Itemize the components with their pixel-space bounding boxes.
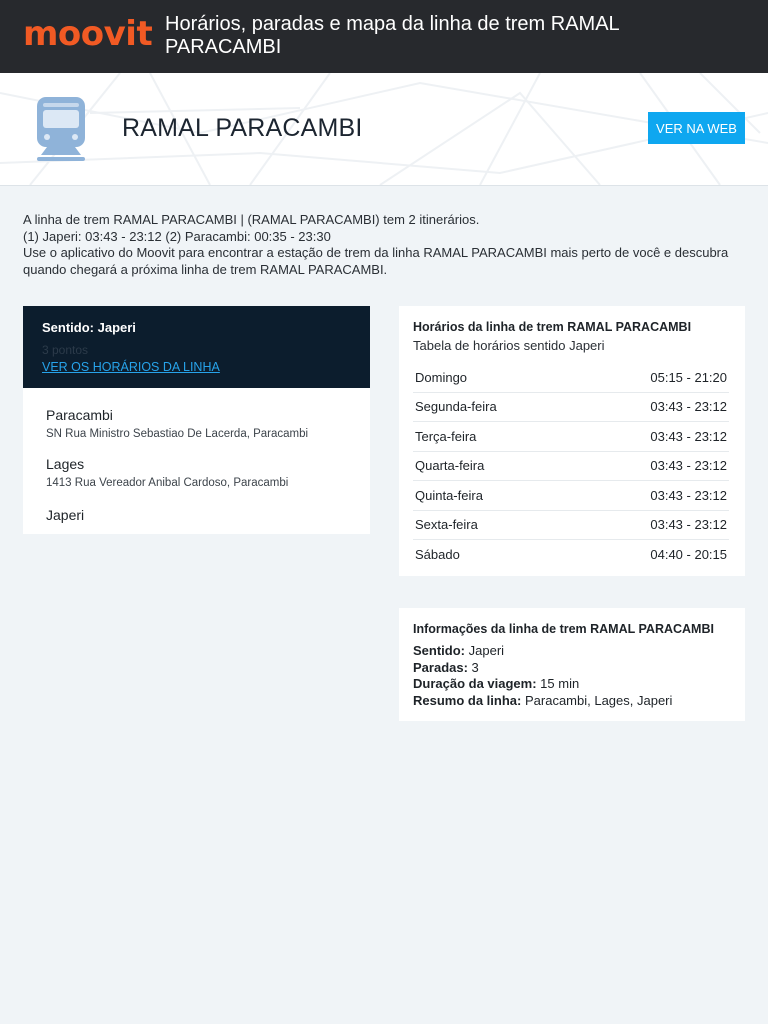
schedule-day: Quinta-feira (415, 487, 483, 503)
info-value: Japeri (468, 643, 505, 658)
info-value: 15 min (540, 676, 580, 691)
schedule-day: Domingo (415, 369, 468, 385)
moovit-logo[interactable]: moovit (23, 14, 153, 54)
stops-list (23, 388, 370, 534)
schedule-hours: 03:43 - 23:12 (650, 428, 727, 444)
schedule-row (413, 422, 729, 452)
line-description (23, 212, 753, 278)
info-label: Paradas: (413, 659, 468, 675)
line-info-card (399, 608, 745, 721)
info-title: Informações da linha de trem RAMAL PARACAMBI (413, 622, 714, 636)
line-hero (0, 73, 768, 186)
info-stops (413, 660, 672, 677)
direction-title: Sentido: Japeri (42, 320, 136, 335)
stop-item[interactable] (46, 456, 288, 489)
schedule-day: Sábado (415, 546, 460, 562)
schedule-day: Terça-feira (415, 428, 477, 444)
info-lines (413, 643, 672, 709)
stop-address: 1413 Rua Vereador Anibal Cardoso, Paracambi (46, 477, 289, 489)
schedule-hours: 05:15 - 21:20 (650, 369, 727, 385)
schedule-row (413, 481, 729, 511)
stop-name: Lages (46, 456, 85, 472)
info-label: Sentido: (413, 643, 465, 658)
description-line: (1) Japeri: 03:43 - 23:12 (2) Paracambi: 00:35 - 23:30 (23, 228, 331, 244)
schedule-subtitle: Tabela de horários sentido Japeri (413, 338, 605, 353)
stop-name: Japeri (46, 507, 85, 523)
schedule-row (413, 540, 729, 569)
stop-item[interactable] (46, 407, 308, 440)
schedule-row (413, 363, 729, 393)
schedule-hours: 03:43 - 23:12 (650, 517, 727, 533)
schedule-day: Quarta-feira (415, 458, 485, 474)
description-line: Use o aplicativo do Moovit para encontrar a estação de trem da linha RAMAL PARACAMBI mais perto de você e descubra quando chegará a próxima linha de trem RAMAL PARACAMBI. (23, 245, 729, 277)
page-title: Horários, paradas e mapa da linha de trem RAMAL PARACAMBI (165, 13, 619, 58)
schedule-hours: 03:43 - 23:12 (650, 487, 727, 503)
description-line: A linha de trem RAMAL PARACAMBI | (RAMAL PARACAMBI) tem 2 itinerários. (23, 212, 480, 227)
info-duration (413, 676, 672, 693)
stops-count: 3 pontos (42, 343, 89, 357)
info-value: Paracambi, Lages, Japeri (524, 692, 673, 708)
schedule-table (413, 363, 729, 569)
info-label: Duração da viagem: (413, 676, 537, 691)
train-icon (33, 95, 89, 163)
schedule-title: Horários da linha de trem RAMAL PARACAMBI (413, 320, 692, 334)
schedule-day: Sexta-feira (415, 517, 478, 533)
view-schedule-link[interactable]: VER OS HORÁRIOS DA LINHA (42, 360, 220, 374)
schedule-row (413, 393, 729, 423)
direction-header (23, 306, 370, 388)
info-value: 3 (471, 659, 479, 675)
info-direction (413, 643, 672, 660)
schedule-hours: 03:43 - 23:12 (650, 399, 727, 415)
stop-address: SN Rua Ministro Sebastiao De Lacerda, Paracambi (46, 428, 309, 440)
schedule-day: Segunda-feira (415, 399, 497, 415)
top-bar (0, 0, 768, 73)
info-summary (413, 693, 672, 710)
line-name: RAMAL PARACAMBI (122, 114, 363, 142)
schedule-hours: 03:43 - 23:12 (650, 458, 727, 474)
schedule-row (413, 452, 729, 482)
stop-item[interactable] (46, 507, 84, 523)
direction-card (23, 306, 370, 534)
schedule-hours: 04:40 - 20:15 (650, 546, 727, 562)
view-on-web-button[interactable]: VER NA WEB (648, 112, 745, 144)
info-label: Resumo da linha: (413, 692, 522, 708)
schedule-card (399, 306, 745, 576)
stop-name: Paracambi (46, 407, 113, 423)
schedule-row (413, 511, 729, 541)
